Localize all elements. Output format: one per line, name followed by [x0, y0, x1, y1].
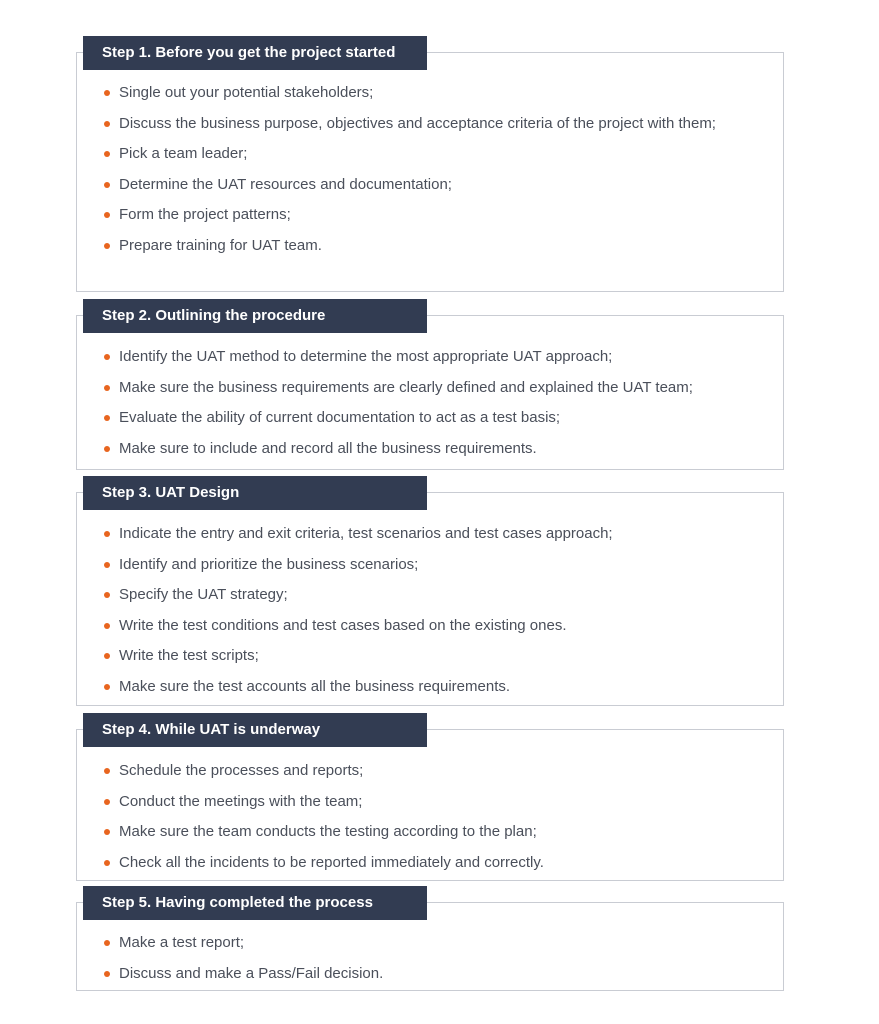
list-item — [104, 930, 764, 955]
list-item-text: Make sure the team conducts the testing according to the plan; — [119, 823, 537, 840]
bullet-dot-icon — [104, 684, 110, 690]
list-item — [104, 674, 764, 699]
list-item-text: Determine the UAT resources and documentation; — [119, 175, 452, 193]
list-item — [104, 789, 764, 814]
step-5-list — [104, 930, 764, 991]
list-item-text: Single out your potential stakeholders; — [119, 84, 374, 101]
bullet-dot-icon — [104, 940, 110, 946]
step-2-header: Step 2. Outlining the procedure — [83, 299, 427, 333]
step-2-list — [104, 344, 764, 466]
list-item — [104, 961, 764, 986]
bullet-dot-icon — [104, 592, 110, 598]
list-item — [104, 850, 764, 875]
step-5-header: Step 5. Having completed the process — [83, 886, 427, 920]
step-4-header: Step 4. While UAT is underway — [83, 713, 427, 747]
list-item-text: Evaluate the ability of current documentation to act as a test basis; — [119, 409, 561, 426]
list-item-text: Write the test scripts; — [119, 647, 259, 664]
list-item-text: Conduct the meetings with the team; — [119, 792, 363, 810]
list-item-text: Discuss and make a Pass/Fail decision. — [119, 964, 384, 982]
list-item-text: Schedule the processes and reports; — [119, 762, 364, 779]
list-item-text: Write the test conditions and test cases based on the existing ones. — [119, 616, 567, 634]
bullet-dot-icon — [104, 90, 110, 96]
list-item — [104, 405, 764, 430]
bullet-dot-icon — [104, 829, 110, 835]
bullet-dot-icon — [104, 446, 110, 452]
bullet-dot-icon — [104, 212, 110, 218]
list-item-text: Make a test report; — [119, 934, 245, 951]
list-item-text: Make sure to include and record all the business requirements. — [119, 439, 537, 457]
list-item-text: Make sure the business requirements are clearly defined and explained the UAT team; — [119, 378, 693, 396]
list-item-text: Indicate the entry and exit criteria, test scenarios and test cases approach; — [119, 525, 613, 542]
list-item-text: Identify the UAT method to determine the most appropriate UAT approach; — [119, 348, 613, 365]
list-item — [104, 582, 764, 607]
list-item — [104, 172, 764, 197]
bullet-dot-icon — [104, 623, 110, 629]
list-item — [104, 202, 764, 227]
list-item-text: Specify the UAT strategy; — [119, 586, 288, 603]
step-3-header: Step 3. UAT Design — [83, 476, 427, 510]
list-item — [104, 436, 764, 461]
bullet-dot-icon — [104, 415, 110, 421]
step-1-header: Step 1. Before you get the project started — [83, 36, 427, 70]
list-item-text: Form the project patterns; — [119, 206, 291, 223]
list-item — [104, 758, 764, 783]
list-item-text: Discuss the business purpose, objectives and acceptance criteria of the project with them; — [119, 114, 716, 132]
list-item-text: Check all the incidents to be reported immediately and correctly. — [119, 853, 544, 871]
bullet-dot-icon — [104, 121, 110, 127]
step-4-list — [104, 758, 764, 880]
step-1-list — [104, 80, 764, 263]
bullet-dot-icon — [104, 768, 110, 774]
bullet-dot-icon — [104, 531, 110, 537]
list-item — [104, 521, 764, 546]
bullet-dot-icon — [104, 151, 110, 157]
bullet-dot-icon — [104, 182, 110, 188]
list-item — [104, 141, 764, 166]
list-item — [104, 819, 764, 844]
list-item — [104, 375, 764, 400]
bullet-dot-icon — [104, 799, 110, 805]
list-item-text: Pick a team leader; — [119, 145, 248, 162]
list-item-text: Identify and prioritize the business scenarios; — [119, 555, 419, 573]
bullet-dot-icon — [104, 243, 110, 249]
list-item-text: Make sure the test accounts all the business requirements. — [119, 677, 511, 695]
bullet-dot-icon — [104, 354, 110, 360]
bullet-dot-icon — [104, 971, 110, 977]
list-item — [104, 233, 764, 258]
list-item-text: Prepare training for UAT team. — [119, 236, 322, 254]
list-item — [104, 80, 764, 105]
list-item — [104, 643, 764, 668]
list-item — [104, 344, 764, 369]
step-3-list — [104, 521, 764, 704]
list-item — [104, 111, 764, 136]
list-item — [104, 613, 764, 638]
bullet-dot-icon — [104, 860, 110, 866]
bullet-dot-icon — [104, 653, 110, 659]
bullet-dot-icon — [104, 562, 110, 568]
list-item — [104, 552, 764, 577]
bullet-dot-icon — [104, 385, 110, 391]
